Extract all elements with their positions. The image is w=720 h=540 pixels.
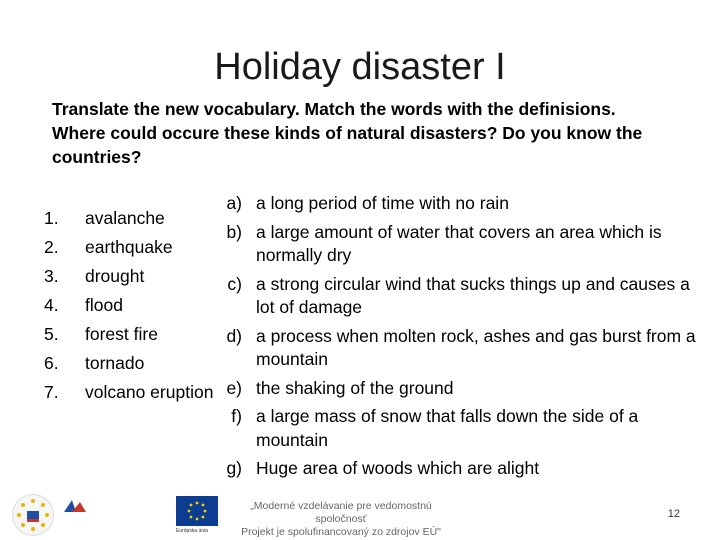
agency-logo xyxy=(62,498,162,528)
definition-item xyxy=(200,377,710,401)
item-number: 3. xyxy=(44,266,59,286)
item-word: drought xyxy=(85,266,145,286)
definition-letter: g) xyxy=(226,458,242,478)
item-number: 1. xyxy=(44,208,59,228)
definition-letter: c) xyxy=(227,273,242,294)
eu-stars-icon xyxy=(176,496,218,526)
definition-item xyxy=(200,192,710,216)
slide-title: Holiday disaster I xyxy=(214,46,506,88)
definitions-list xyxy=(200,192,710,486)
definition-text: a long period of time with no rain xyxy=(256,193,509,213)
item-word: volcano eruption xyxy=(85,382,214,402)
item-number: 7. xyxy=(44,382,59,402)
agency-mark-icon xyxy=(62,498,92,514)
definition-text: the shaking of the ground xyxy=(256,377,454,398)
instructions-text: Translate the new vocabulary. Match the words with the definisions. Where could occure these kinds of natural disasters? Do you know the countries? xyxy=(52,99,643,167)
project-line-2: Projekt je spolufinancovaný zo zdrojov EÚ" xyxy=(241,526,441,538)
page-number: 12 xyxy=(667,508,680,520)
stars-logo xyxy=(12,494,54,536)
item-word: forest fire xyxy=(85,324,158,344)
definition-text: a strong circular wind that sucks things up and causes a lot of damage xyxy=(256,273,690,317)
project-caption xyxy=(226,500,456,539)
item-number: 4. xyxy=(44,295,59,315)
item-number: 5. xyxy=(44,324,59,344)
definition-text: a process when molten rock, ashes and gas burst from a mountain xyxy=(256,325,696,369)
definition-item xyxy=(200,405,710,452)
eu-caption: Európska únia xyxy=(176,528,208,534)
eu-flag-logo xyxy=(176,496,218,526)
definition-letter: a) xyxy=(226,193,242,213)
definition-text: a large amount of water that covers an area which is normally dry xyxy=(256,221,662,265)
definition-item xyxy=(200,273,710,320)
item-word: avalanche xyxy=(85,208,165,228)
definition-letter: d) xyxy=(226,325,242,346)
item-word: tornado xyxy=(85,353,145,373)
project-line-1: „Moderné vzdelávanie pre vedomostnú spoločnosť xyxy=(250,500,432,525)
item-number: 2. xyxy=(44,237,59,257)
slide-footer xyxy=(0,492,720,540)
stars-emblem-icon xyxy=(13,495,53,535)
definition-letter: f) xyxy=(231,406,242,426)
item-number: 6. xyxy=(44,353,59,373)
definition-text: a large mass of snow that falls down the side of a mountain xyxy=(256,406,639,450)
item-word: earthquake xyxy=(85,237,173,257)
definition-text: Huge area of woods which are alight xyxy=(256,458,540,478)
definition-item xyxy=(200,457,710,481)
item-word: flood xyxy=(85,295,123,315)
definition-item xyxy=(200,325,710,372)
definition-item xyxy=(200,221,710,268)
definition-letter: e) xyxy=(226,377,242,398)
definition-letter: b) xyxy=(226,221,242,242)
